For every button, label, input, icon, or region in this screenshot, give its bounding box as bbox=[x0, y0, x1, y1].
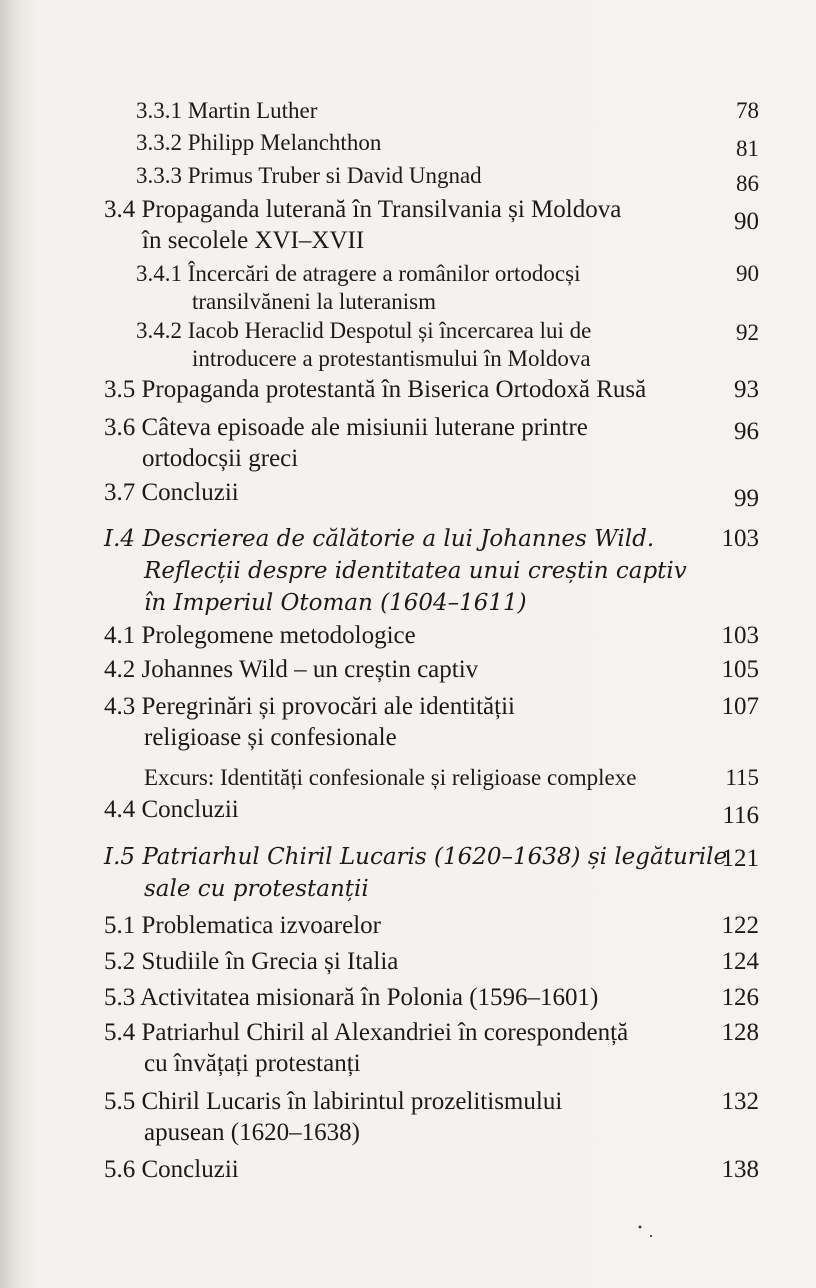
toc-entry-title: 4.4 Concluzii bbox=[104, 796, 239, 823]
toc-entry-title: 3.7 Concluzii bbox=[104, 479, 239, 506]
toc-entry-title: 3.4.2 Iacob Heraclid Despotul și încercarea lui de bbox=[136, 318, 592, 343]
toc-entry bbox=[104, 982, 759, 1013]
toc-entry bbox=[136, 127, 759, 161]
toc-entry-title: 3.4 Propaganda luterană în Transilvania și Moldova bbox=[104, 196, 622, 223]
toc-entry-page: 132 bbox=[721, 1088, 759, 1115]
toc-entry bbox=[104, 374, 759, 405]
toc-entry bbox=[136, 95, 759, 126]
toc-entry bbox=[104, 620, 759, 651]
toc-entry-title: Excurs: Identități confesionale și religioase complexe bbox=[144, 765, 637, 790]
toc-entry-page: 92 bbox=[736, 320, 759, 345]
toc-entry-title: 3.3.1 Martin Luther bbox=[136, 98, 318, 123]
toc-entry bbox=[104, 1017, 759, 1079]
toc-entry-title: 5.4 Patriarhul Chiril al Alexandriei în corespondență bbox=[104, 1019, 629, 1046]
toc-entry-title: 3.6 Câteva episoade ale misiunii luterane printre bbox=[104, 414, 588, 441]
toc-entry-page: 90 bbox=[734, 208, 759, 235]
toc-entry-page: 99 bbox=[734, 485, 759, 512]
toc-entry bbox=[104, 477, 759, 512]
toc-entry-page: 116 bbox=[722, 802, 759, 829]
toc-entry bbox=[104, 194, 759, 256]
toc-entry-page: 122 bbox=[721, 912, 759, 939]
toc-entry-page: 90 bbox=[736, 261, 759, 286]
toc-entry-continuation: apusean (1620–1638) bbox=[144, 1119, 360, 1146]
toc-entry-title: 3.5 Propaganda protestantă în Biserica Ortodoxă Rusă bbox=[104, 376, 647, 403]
toc-chapter-continuation: sale cu protestanții bbox=[144, 876, 369, 902]
toc-chapter-continuation: în Imperiul Otoman (1604–1611) bbox=[144, 590, 527, 616]
paper-specks bbox=[636, 1223, 656, 1243]
toc-entry-title: 3.3.2 Philipp Melanchthon bbox=[136, 130, 382, 155]
toc-entry bbox=[136, 160, 759, 196]
toc-entry-continuation: în secolele XVI–XVII bbox=[142, 227, 365, 254]
toc-entry-title: 5.5 Chiril Lucaris în labirintul prozelitismului bbox=[104, 1088, 563, 1115]
toc-entry-title: 5.1 Problematica izvoarelor bbox=[104, 912, 381, 939]
toc-entry-continuation: transilvăneni la luteranism bbox=[192, 289, 436, 314]
toc-chapter-entry bbox=[104, 523, 759, 619]
toc-entry bbox=[104, 946, 759, 977]
toc-entry-title: 4.1 Prolegomene metodologice bbox=[104, 622, 416, 649]
toc-entry-page: 105 bbox=[721, 656, 759, 683]
toc-entry bbox=[144, 762, 759, 793]
toc-entry-continuation: religioase și confesionale bbox=[144, 724, 397, 751]
toc-chapter-continuation: Reflecții despre identitatea unui creștin captiv bbox=[144, 558, 687, 584]
toc-entry-page: 126 bbox=[721, 984, 759, 1011]
toc-entry-page: 128 bbox=[721, 1019, 759, 1046]
toc-entry-page: 138 bbox=[721, 1156, 759, 1183]
toc-entry-page: 103 bbox=[721, 622, 759, 649]
toc-chapter-title: I.4 Descrierea de călătorie a lui Johannes Wild. bbox=[104, 526, 655, 552]
toc-entry bbox=[104, 910, 759, 941]
toc-entry-title: 5.2 Studiile în Grecia și Italia bbox=[104, 948, 399, 975]
toc-entry bbox=[104, 654, 759, 685]
toc-chapter-entry bbox=[104, 841, 759, 905]
toc-entry-page: 81 bbox=[736, 136, 759, 161]
toc-entry-page: 121 bbox=[721, 845, 759, 872]
toc-entry-title: 3.4.1 Încercări de atragere a românilor ortodocși bbox=[136, 261, 581, 286]
toc-entry bbox=[104, 1086, 759, 1148]
toc-entry bbox=[136, 258, 759, 315]
toc-entry-continuation: introducere a protestantismului în Moldova bbox=[192, 346, 591, 371]
toc-entry bbox=[104, 1154, 759, 1185]
toc-entry-page: 78 bbox=[736, 98, 759, 123]
toc-entry-page: 93 bbox=[734, 376, 759, 403]
toc-entry-page: 124 bbox=[721, 948, 759, 975]
toc-entry bbox=[136, 315, 759, 372]
toc-entry-page: 96 bbox=[734, 418, 759, 445]
toc-entry-page: 86 bbox=[736, 171, 759, 196]
toc-entry-title: 5.3 Activitatea misionară în Polonia (1596–1601) bbox=[104, 984, 599, 1011]
toc-entry bbox=[104, 794, 759, 829]
toc-entry bbox=[104, 691, 759, 753]
toc-entry-page: 103 bbox=[721, 525, 759, 552]
toc-entry-title: 4.2 Johannes Wild – un creștin captiv bbox=[104, 656, 479, 683]
toc-entry-title: 5.6 Concluzii bbox=[104, 1156, 239, 1183]
toc-entry bbox=[104, 412, 759, 474]
toc-entry-title: 3.3.3 Primus Truber si David Ungnad bbox=[136, 163, 482, 188]
toc-entry-page: 107 bbox=[721, 693, 759, 720]
toc-entry-continuation: ortodocșii greci bbox=[142, 445, 299, 472]
toc-entry-title: 4.3 Peregrinări și provocări ale identității bbox=[104, 693, 515, 720]
toc-chapter-title: I.5 Patriarhul Chiril Lucaris (1620–1638) și legăturile bbox=[104, 844, 728, 870]
toc-entry-page: 115 bbox=[725, 765, 759, 790]
toc-entry-continuation: cu învățați protestanți bbox=[144, 1050, 361, 1077]
